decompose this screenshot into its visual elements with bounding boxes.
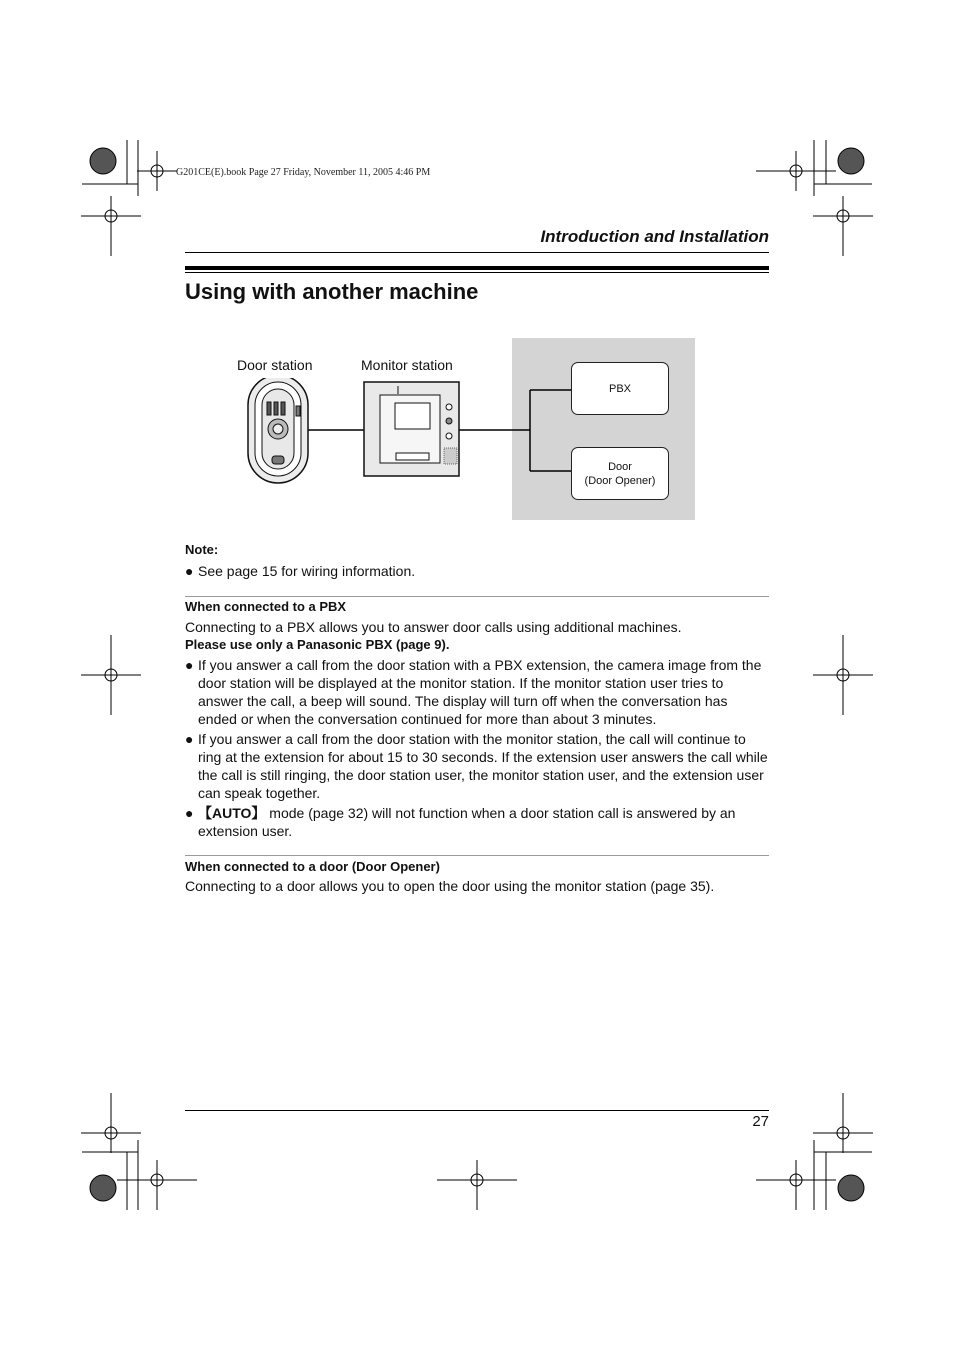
door-station-label: Door station bbox=[237, 357, 313, 373]
door-section-body: Connecting to a door allows you to open the door using the monitor station (page 35). bbox=[185, 878, 715, 894]
door-section-title: When connected to a door (Door Opener) bbox=[185, 859, 440, 874]
pbx-section-divider bbox=[185, 596, 769, 597]
pbx-bullet-1 bbox=[185, 656, 769, 728]
door-opener-box bbox=[571, 447, 669, 500]
door-label: Door bbox=[608, 460, 632, 473]
bullet-glyph: ● bbox=[185, 731, 194, 747]
door-section-divider bbox=[185, 855, 769, 856]
bullet-glyph: ● bbox=[185, 563, 194, 579]
pbx-section-title: When connected to a PBX bbox=[185, 599, 347, 614]
door-opener-label: (Door Opener) bbox=[584, 474, 656, 487]
auto-key-label: 【AUTO】 bbox=[198, 805, 266, 821]
pbx-bullet-3-rest: mode (page 32) will not function when a door station call is answered by an extension user. bbox=[198, 805, 736, 839]
pbx-label: PBX bbox=[608, 382, 631, 395]
pbx-bullet-3-text bbox=[198, 804, 769, 840]
monitor-station-device-icon bbox=[364, 382, 459, 476]
heading-thick-rule bbox=[185, 266, 769, 270]
pbx-bullet-1-text: If you answer a call from the door station with a PBX extension, the camera image from the door station will be displayed at the monitor station. If the monitor station user tries to answer the call, a beep will sound. The display will turn off when the conversation has ended or when the conversation continued for more than about 3 minutes. bbox=[198, 657, 762, 727]
pbx-intro: Connecting to a PBX allows you to answer door calls using additional machines. bbox=[185, 619, 682, 635]
header-rule bbox=[185, 252, 769, 253]
pbx-box bbox=[571, 362, 669, 415]
monitor-station-label: Monitor station bbox=[361, 357, 453, 373]
bullet-glyph: ● bbox=[185, 805, 194, 821]
heading-thin-rule bbox=[185, 272, 769, 273]
page-heading: Using with another machine bbox=[185, 279, 479, 304]
note-bullet bbox=[185, 562, 769, 580]
pbx-bullet-2-text: If you answer a call from the door station with the monitor station, the call will continue to ring at the extension for about 15 to 30 seconds. If the extension user answers the call while the call is still ringing, the door station user, the monitor station user, and the extension user can speak together. bbox=[198, 731, 768, 801]
section-title: Introduction and Installation bbox=[540, 227, 769, 246]
bullet-glyph: ● bbox=[185, 657, 194, 673]
door-station-device-icon bbox=[248, 378, 308, 483]
pbx-bullet-2 bbox=[185, 730, 769, 802]
page-number: 27 bbox=[752, 1113, 769, 1130]
file-info-line: G201CE(E).book Page 27 Friday, November 11, 2005 4:46 PM bbox=[176, 167, 431, 178]
pbx-bullet-3 bbox=[185, 804, 769, 840]
pbx-emphasis: Please use only a Panasonic PBX (page 9). bbox=[185, 637, 450, 652]
note-title: Note: bbox=[185, 542, 219, 557]
note-text: See page 15 for wiring information. bbox=[198, 563, 416, 579]
footer-rule bbox=[185, 1110, 769, 1111]
